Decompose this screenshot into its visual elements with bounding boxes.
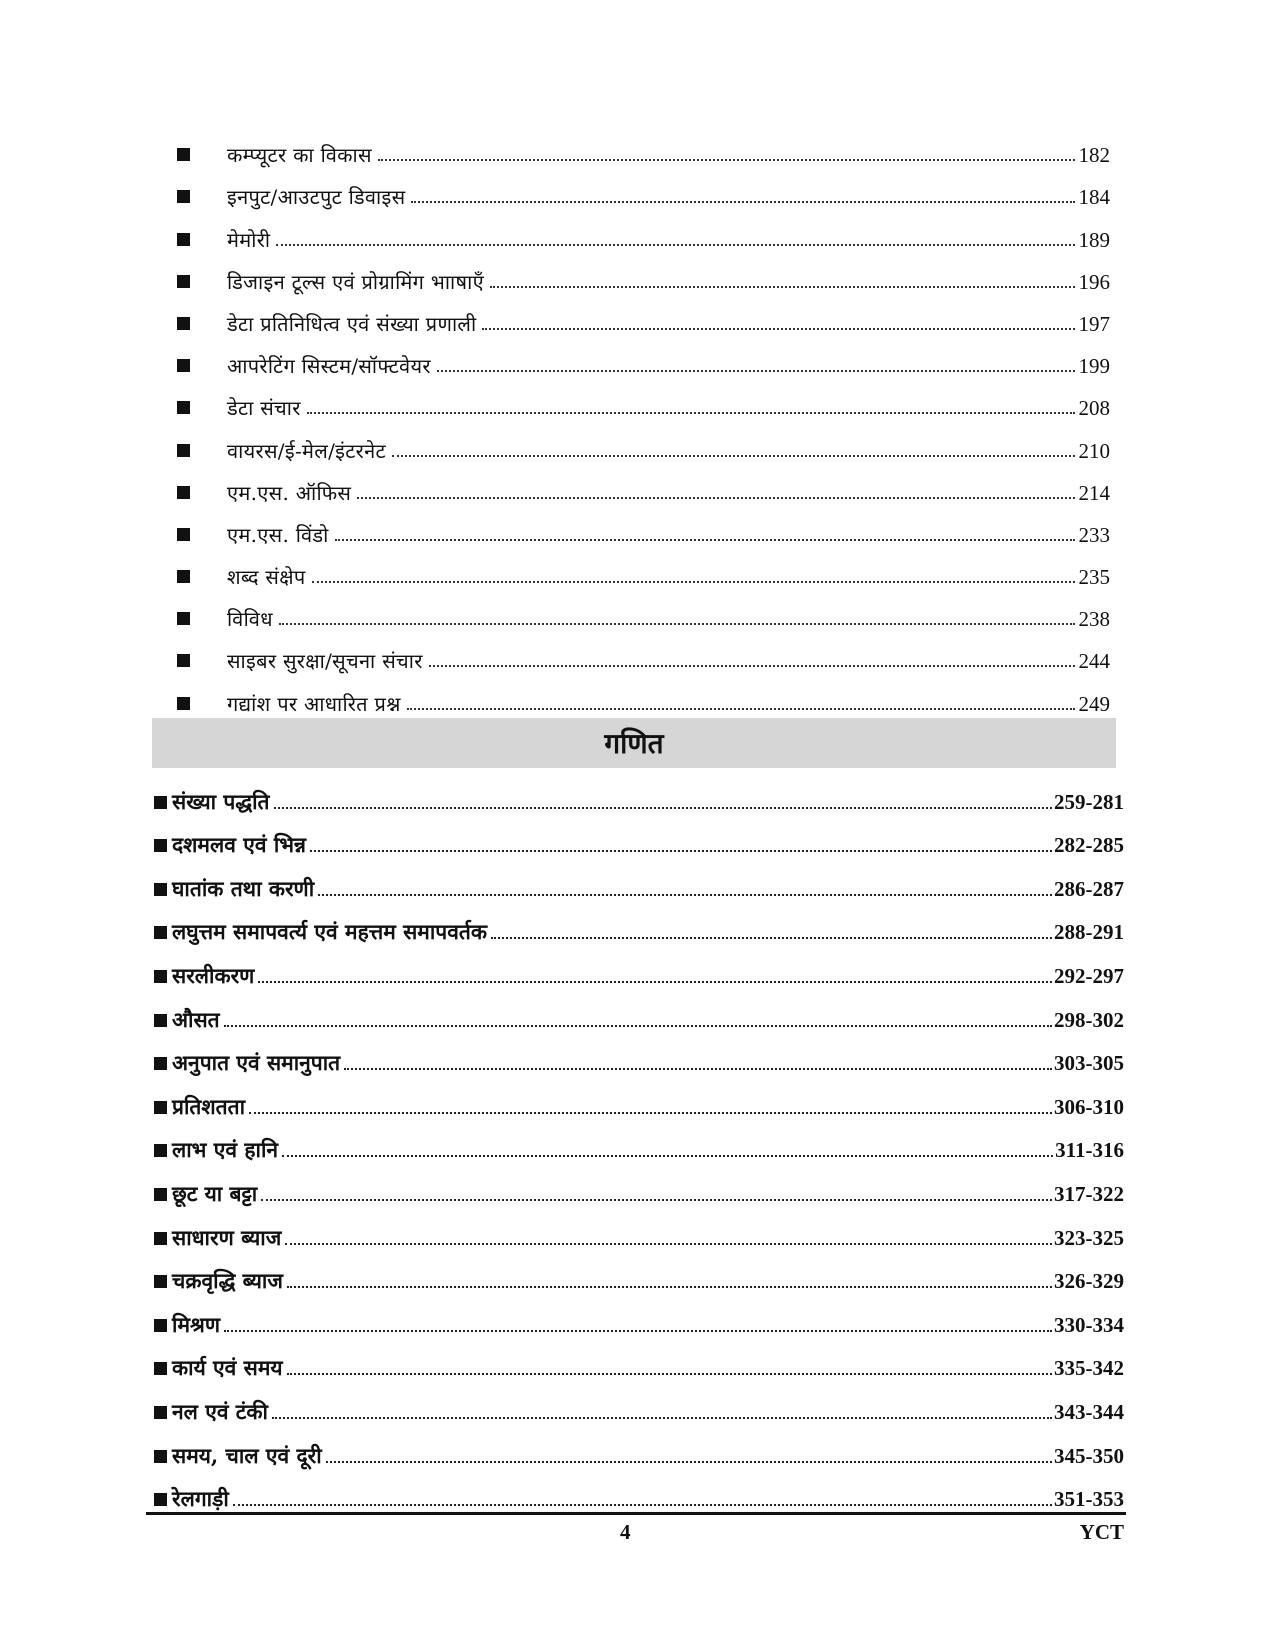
toc-entry-page: 184 [1078, 185, 1110, 210]
toc-entry-page: 345-350 [1054, 1443, 1124, 1468]
square-bullet-icon [154, 1493, 167, 1506]
toc-entry-page: 303-305 [1054, 1051, 1124, 1076]
square-bullet-icon [154, 796, 167, 809]
toc-entry [170, 462, 1110, 504]
toc-entry-title: औसत [172, 1006, 220, 1032]
dot-leader [224, 1330, 1052, 1332]
toc-entry [154, 857, 1124, 901]
dot-leader [490, 286, 1075, 288]
toc-entry-page: 326-329 [1054, 1269, 1124, 1294]
dot-leader [249, 1112, 1052, 1114]
toc-entry-page: 238 [1078, 607, 1110, 632]
dot-leader [318, 894, 1052, 896]
dot-leader [491, 937, 1052, 939]
square-bullet-icon [154, 1144, 167, 1157]
toc-entry-page: 233 [1078, 522, 1110, 547]
square-bullet-icon [154, 1319, 167, 1332]
toc-entry [154, 1162, 1124, 1206]
section-title: गणित [604, 727, 664, 760]
square-bullet-icon [154, 1406, 167, 1419]
toc-entry [170, 377, 1110, 419]
dot-leader [287, 1373, 1052, 1375]
toc-entry [170, 251, 1110, 293]
square-bullet-icon [177, 570, 190, 583]
dot-leader [357, 497, 1074, 499]
dot-leader [312, 581, 1075, 583]
dot-leader [258, 981, 1052, 983]
toc-entry [154, 1293, 1124, 1337]
square-bullet-icon [154, 883, 167, 896]
toc-entry-title: साइबर सुरक्षा/सूचना संचार [227, 649, 423, 674]
toc-entry-title: डेटा प्रतिनिधित्व एवं संख्या प्रणाली [227, 311, 477, 336]
section-header-maths [152, 718, 1116, 768]
toc-entry [154, 944, 1124, 988]
dot-leader [411, 201, 1074, 203]
square-bullet-icon [154, 1275, 167, 1288]
dot-leader [344, 1068, 1052, 1070]
toc-entry [154, 814, 1124, 858]
square-bullet-icon [177, 233, 190, 246]
toc-entry-page: 182 [1078, 143, 1110, 168]
toc-entry-page: 311-316 [1055, 1138, 1124, 1163]
toc-entry-page: 199 [1078, 354, 1110, 379]
toc-entry-title: चक्रवृद्धि ब्याज [172, 1268, 283, 1294]
square-bullet-icon [177, 654, 190, 667]
toc-entry-title: एम.एस. ऑफिस [227, 480, 352, 505]
toc-entry-page: 208 [1078, 396, 1110, 421]
toc-entry-title: आपरेटिंग सिस्टम/सॉफ्टवेयर [227, 354, 431, 379]
square-bullet-icon [177, 444, 190, 457]
toc-entry [170, 630, 1110, 672]
toc-entry-page: 282-285 [1054, 833, 1124, 858]
square-bullet-icon [177, 148, 190, 161]
dot-leader [429, 665, 1075, 667]
toc-entry-title: इनपुट/आउटपुट डिवाइस [227, 185, 406, 210]
toc-entry [154, 1206, 1124, 1250]
square-bullet-icon [177, 317, 190, 330]
toc-entry-page: 235 [1078, 565, 1110, 590]
toc-entry [170, 504, 1110, 546]
square-bullet-icon [154, 1450, 167, 1463]
toc-entry [154, 1075, 1124, 1119]
toc-entry-title: डिजाइन टूल्स एवं प्रोग्रामिंग भााषाएँ [227, 269, 484, 294]
toc-entry [154, 901, 1124, 945]
square-bullet-icon [154, 1057, 167, 1070]
toc-entry-title: मेमोरी [227, 227, 271, 252]
toc-entry-title: विविध [227, 607, 273, 632]
toc-entry-page: 298-302 [1054, 1007, 1124, 1032]
square-bullet-icon [154, 1232, 167, 1245]
square-bullet-icon [177, 359, 190, 372]
toc-entry [170, 546, 1110, 588]
toc-entry-title: अनुपात एवं समानुपात [172, 1050, 341, 1076]
dot-leader [378, 159, 1075, 161]
toc-entry [170, 293, 1110, 335]
toc-entry-title: मिश्रण [172, 1311, 221, 1337]
dot-leader [282, 1155, 1053, 1157]
toc-entry-page: 244 [1078, 649, 1110, 674]
toc-entry [170, 166, 1110, 208]
dot-leader [326, 1461, 1052, 1463]
toc-entry-page: 210 [1078, 438, 1110, 463]
toc-entry [154, 1250, 1124, 1294]
dot-leader [307, 412, 1075, 414]
toc-entry-title: साधारण ब्याज [172, 1224, 282, 1250]
toc-entry-page: 306-310 [1054, 1094, 1124, 1119]
toc-entry-page: 214 [1078, 480, 1110, 505]
toc-entry [154, 1424, 1124, 1468]
footer-brand: YCT [1079, 1520, 1124, 1544]
toc-entry-title: शब्द संक्षेप [227, 565, 306, 590]
dot-leader [272, 1417, 1052, 1419]
dot-leader [224, 1025, 1052, 1027]
toc-entry [154, 1337, 1124, 1381]
toc-entry [154, 1468, 1124, 1512]
footer-page-number: 4 [620, 1520, 631, 1544]
toc-entry-title: डेटा संचार [227, 396, 301, 421]
toc-entry-title: वायरस/ई-मेल/इंटरनेट [227, 438, 386, 463]
maths-toc-list [154, 770, 1124, 1511]
toc-entry [170, 124, 1110, 166]
toc-entry-page: 288-291 [1054, 920, 1124, 945]
toc-entry-page: 197 [1078, 311, 1110, 336]
toc-entry [170, 335, 1110, 377]
square-bullet-icon [177, 190, 190, 203]
dot-leader [335, 539, 1075, 541]
toc-entry-title: सरलीकरण [172, 962, 255, 988]
toc-entry-page: 323-325 [1054, 1225, 1124, 1250]
toc-entry-title: घातांक तथा करणी [172, 875, 315, 901]
toc-entry [154, 1119, 1124, 1163]
toc-entry-title: नल एवं टंकी [172, 1398, 268, 1424]
dot-leader [287, 1286, 1052, 1288]
square-bullet-icon [154, 970, 167, 983]
square-bullet-icon [177, 401, 190, 414]
dot-leader [261, 1199, 1052, 1201]
toc-entry-page: 351-353 [1054, 1487, 1124, 1512]
toc-entry-title: एम.एस. विंडो [227, 522, 329, 547]
computer-toc-list [170, 124, 1110, 715]
toc-entry-title: समय, चाल एवं दूरी [172, 1442, 322, 1468]
footer-divider [146, 1512, 1126, 1515]
toc-entry [170, 672, 1110, 714]
square-bullet-icon [154, 1014, 167, 1027]
toc-entry [154, 1380, 1124, 1424]
square-bullet-icon [177, 275, 190, 288]
toc-entry-title: दशमलव एवं भिन्न [172, 832, 306, 858]
toc-entry [170, 419, 1110, 461]
square-bullet-icon [177, 697, 190, 710]
dot-leader [279, 623, 1075, 625]
toc-entry-title: लघुत्तम समापवर्त्य एवं महत्तम समापवर्तक [172, 919, 487, 945]
toc-entry-title: कम्प्यूटर का विकास [227, 143, 372, 168]
dot-leader [437, 370, 1075, 372]
toc-entry-page: 317-322 [1054, 1181, 1124, 1206]
dot-leader [285, 1243, 1052, 1245]
square-bullet-icon [154, 1188, 167, 1201]
toc-entry-page: 292-297 [1054, 963, 1124, 988]
toc-entry-title: प्रतिशतता [172, 1093, 246, 1119]
square-bullet-icon [154, 926, 167, 939]
toc-entry-page: 196 [1078, 269, 1110, 294]
square-bullet-icon [154, 1362, 167, 1375]
toc-entry-page: 335-342 [1054, 1356, 1124, 1381]
toc-entry-title: संख्या पद्धति [172, 788, 270, 814]
toc-entry [154, 770, 1124, 814]
toc-entry-page: 189 [1078, 227, 1110, 252]
toc-entry-page: 259-281 [1054, 789, 1124, 814]
dot-leader [233, 1504, 1052, 1506]
toc-entry [170, 588, 1110, 630]
toc-entry-title: गद्यांश पर आधारित प्रश्न [227, 691, 401, 716]
square-bullet-icon [177, 486, 190, 499]
toc-entry-page: 249 [1078, 691, 1110, 716]
dot-leader [407, 708, 1075, 710]
square-bullet-icon [154, 1101, 167, 1114]
dot-leader [482, 328, 1074, 330]
toc-entry-title: कार्य एवं समय [172, 1355, 283, 1381]
dot-leader [276, 244, 1074, 246]
toc-entry [154, 988, 1124, 1032]
dot-leader [310, 850, 1052, 852]
square-bullet-icon [177, 612, 190, 625]
toc-entry [170, 208, 1110, 250]
toc-entry-title: लाभ एवं हानि [172, 1137, 279, 1163]
dot-leader [274, 807, 1052, 809]
square-bullet-icon [154, 839, 167, 852]
dot-leader [392, 455, 1075, 457]
toc-entry-page: 343-344 [1054, 1399, 1124, 1424]
toc-entry [154, 1032, 1124, 1076]
toc-entry-title: रेलगाड़ी [172, 1486, 229, 1512]
toc-entry-title: छूट या बट्टा [172, 1180, 258, 1206]
toc-entry-page: 330-334 [1054, 1312, 1124, 1337]
square-bullet-icon [177, 528, 190, 541]
toc-entry-page: 286-287 [1054, 876, 1124, 901]
